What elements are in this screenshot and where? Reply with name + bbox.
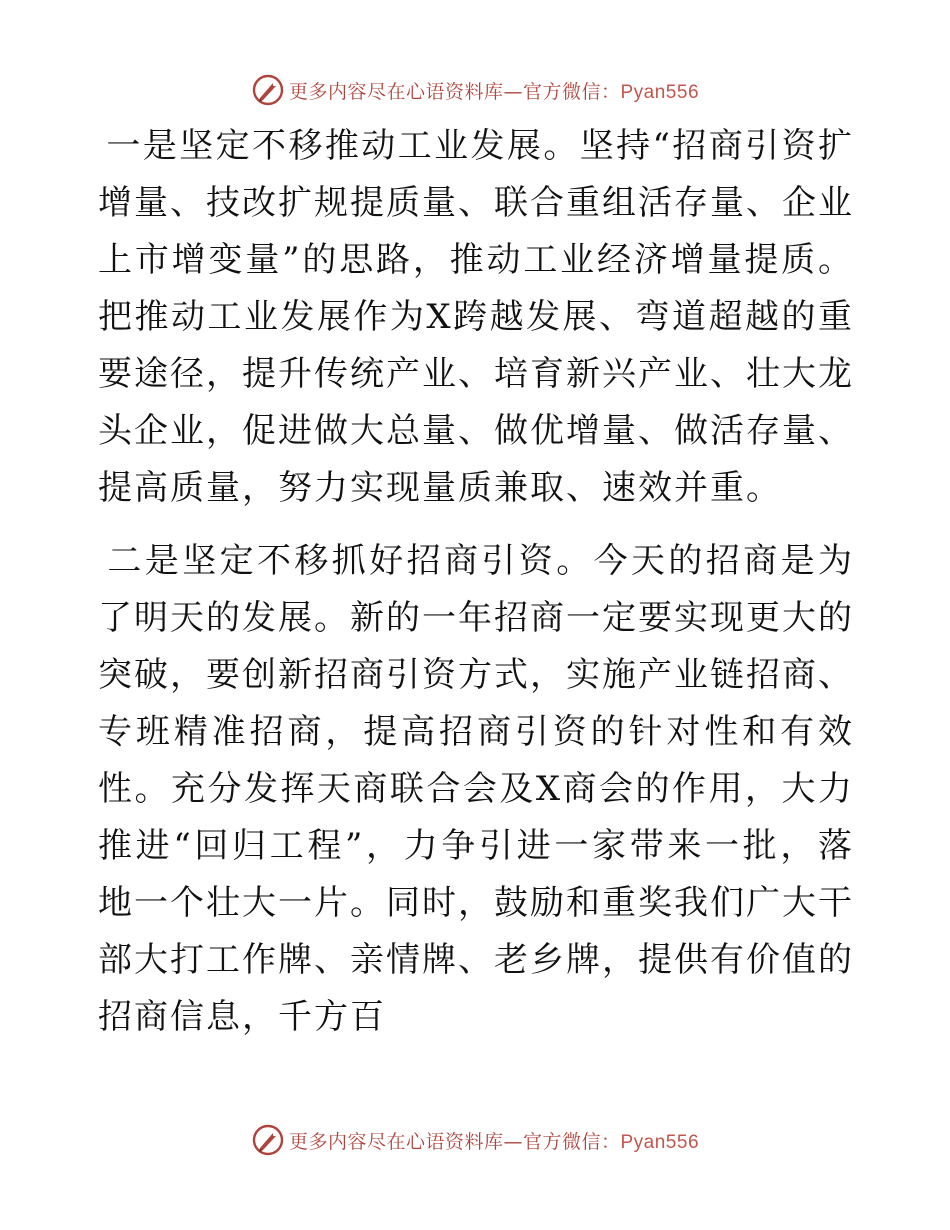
paragraph-1-text: 一是坚定不移推动工业发展。坚持“招商引资扩增量、技改扩规提质量、联合重组活存量、企业上市增变量”的思路，推动工业经济增量提质。把推动工业发展作为X跨越发展、弯道超越的重要途径，提升传统产业、培育新兴产业、壮大龙头企业，促进做大总量、做优增量、做活存量、提高质量，努力实现量质兼取、速效并重。 <box>98 126 854 508</box>
document-body <box>98 118 854 1046</box>
footer-watermark <box>0 1120 950 1160</box>
watermark-text <box>289 1127 699 1154</box>
watermark-handle: Pyan556 <box>620 1131 700 1153</box>
watermark-handle: Pyan556 <box>620 81 700 103</box>
paragraph-2-text: 二是坚定不移抓好招商引资。今天的招商是为了明天的发展。新的一年招商一定要实现更大的突破，要创新招商引资方式，实施产业链招商、专班精准招商，提高招商引资的针对性和有效性。充分发挥天商联合会及X商会的作用，大力推进“回归工程”，力争引进一家带来一批，落地一个壮大一片。同时，鼓励和重奖我们广大干部大打工作牌、亲情牌、老乡牌，提供有价值的招商信息，千方百 <box>98 541 854 1037</box>
paragraph-1 <box>98 118 854 517</box>
watermark-main-text: 更多内容尽在心语资料库—官方微信： <box>288 80 621 103</box>
pen-logo-icon <box>251 1123 285 1157</box>
pen-logo-icon <box>251 73 285 107</box>
watermark-main-text: 更多内容尽在心语资料库—官方微信： <box>288 1130 621 1153</box>
header-watermark <box>0 70 950 110</box>
paragraph-2 <box>98 533 854 1046</box>
watermark-text <box>289 77 699 104</box>
